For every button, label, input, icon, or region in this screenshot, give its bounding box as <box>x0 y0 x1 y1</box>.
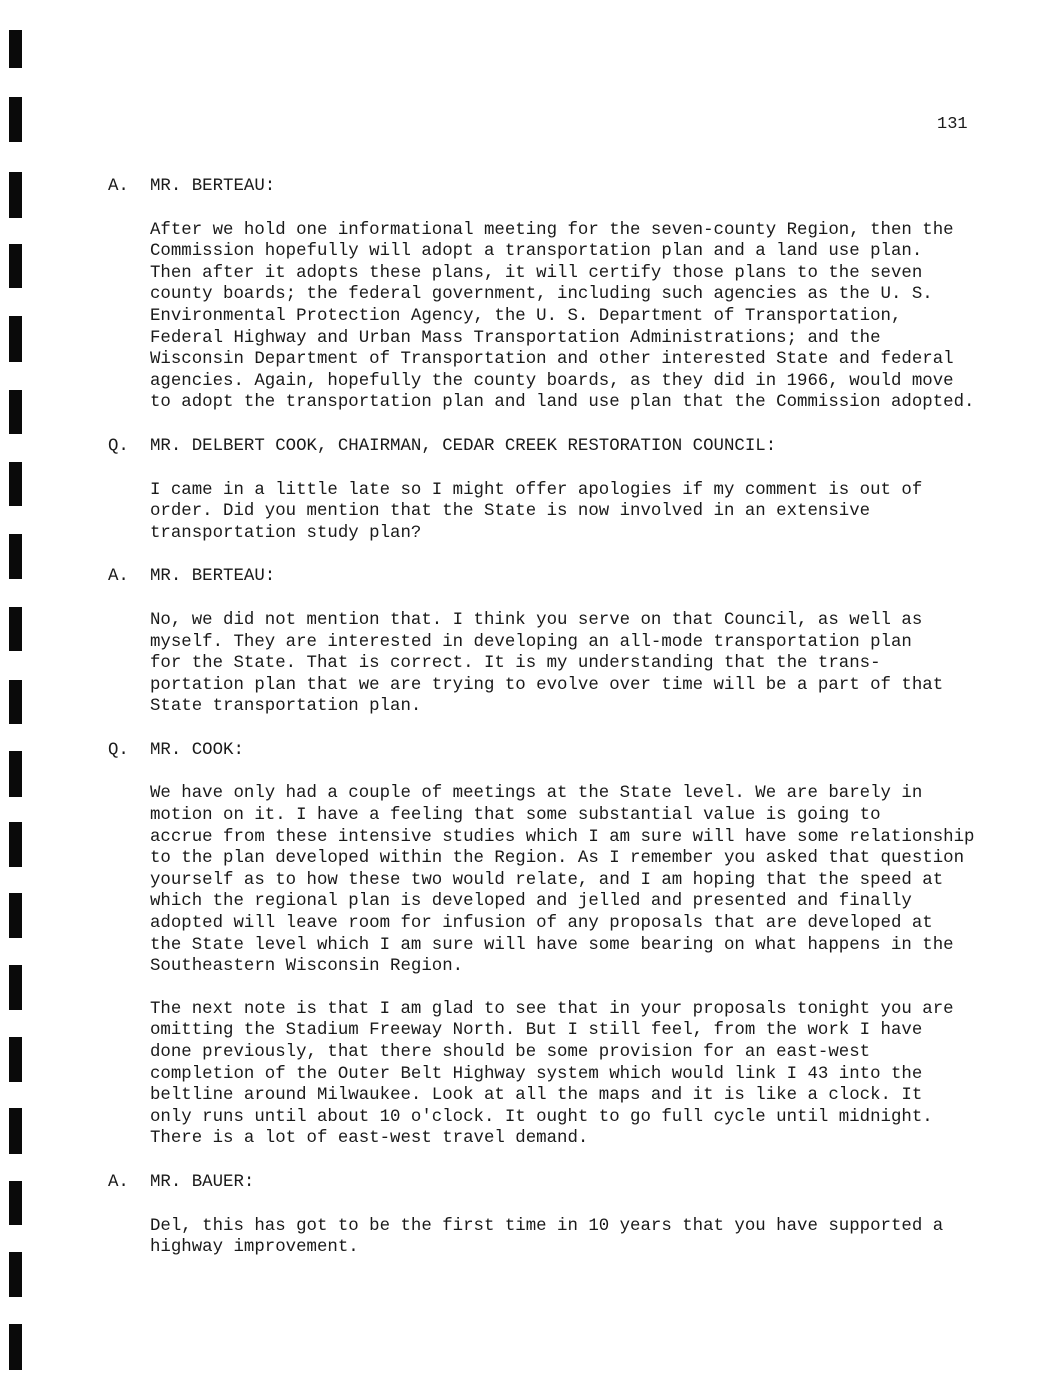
binder-marks <box>0 0 30 1380</box>
binder-mark <box>9 751 22 797</box>
binder-mark <box>9 1324 22 1370</box>
statement-paragraph: We have only had a couple of meetings at the State level. We are barely in motion on it. I have a feeling that some substantial value is going to accrue from these intensive studies which I am sure will have some relationship to the plan developed within the Region. As I remember you asked that question yourself as to how these two would relate, and I am hoping that the speed at which the regional plan is developed and jelled and presented and finally adopted will leave room for infusion of any proposals that are developed at the State level which I am sure will have some bearing on what happens in the Southeastern Wisconsin Region. <box>150 784 975 977</box>
binder-mark <box>9 172 22 218</box>
speaker-name: MR. DELBERT COOK, CHAIRMAN, CEDAR CREEK RESTORATION COUNCIL: <box>150 436 777 456</box>
speaker-line <box>108 436 1008 458</box>
statement-paragraph: I came in a little late so I might offer apologies if my comment is out of order. Did you mention that the State is now involved in an extensive transportation study plan? <box>150 480 923 543</box>
binder-mark <box>9 680 22 724</box>
binder-mark <box>9 607 22 651</box>
statement-paragraph: The next note is that I am glad to see that in your proposals tonight you are omitting the Stadium Freeway North. But I still feel, from the work I have done previously, that there should be some provision for an east-west completion of the Outer Belt Highway system which would link I 43 into the beltline around Milwaukee. Look at all the maps and it is like a clock. It only runs until about 10 o'clock. It ought to go full cycle until midnight. There is a lot of east-west travel demand. <box>150 999 954 1149</box>
binder-mark <box>9 822 22 867</box>
binder-mark <box>9 1108 22 1154</box>
transcript-entry <box>108 740 1008 1150</box>
binder-mark <box>9 965 22 1010</box>
speaker-line <box>108 740 1008 762</box>
transcript-entry <box>108 176 1008 414</box>
transcript-entry <box>108 1172 1008 1259</box>
binder-mark <box>9 462 22 506</box>
answer-marker: A. <box>108 567 129 587</box>
speaker-name: MR. BERTEAU: <box>150 567 276 587</box>
statement-paragraph: Del, this has got to be the first time in 10 years that you have supported a highway improvement. <box>150 1216 944 1258</box>
binder-mark <box>9 893 22 938</box>
page-number: 131 <box>937 115 968 134</box>
question-marker: Q. <box>108 436 129 456</box>
binder-mark <box>9 390 22 434</box>
binder-mark <box>9 1252 22 1297</box>
binder-mark <box>9 244 22 288</box>
statement-paragraph: After we hold one informational meeting for the seven-county Region, then the Commission hopefully will adopt a transportation plan and a land use plan. Then after it adopts these plans, it will certify those plans to the seven county boards; the federal government, including such agencies as the U. S. Environmental Protection Agency, the U. S. Department of Transportation, Federal Highway and Urban Mass Transportation Administrations; and the Wisconsin Department of Transportation and other interested State and federal agencies. Again, hopefully the county boards, as they did in 1966, would move to adopt the transportation plan and land use plan that the Commission adopted. <box>150 220 975 413</box>
statement-paragraph: No, we did not mention that. I think you serve on that Council, as well as myself. They are interested in developing an all-mode transportation plan for the State. That is correct. It is my understanding that the trans- portation plan that we are trying to evolve over time will be a part of that State transportation plan. <box>150 610 944 717</box>
speaker-name: MR. COOK: <box>150 740 244 760</box>
speaker-name: MR. BERTEAU: <box>150 177 276 196</box>
question-marker: Q. <box>108 740 129 760</box>
binder-mark <box>9 97 22 142</box>
answer-marker: A. <box>108 1172 129 1192</box>
speaker-line <box>108 176 1008 198</box>
speaker-line <box>108 566 1008 588</box>
speaker-name: MR. BAUER: <box>150 1172 255 1192</box>
speaker-line <box>108 1172 1008 1194</box>
transcript <box>108 176 1008 1259</box>
binder-mark <box>9 534 22 579</box>
transcript-entry <box>108 436 1008 544</box>
transcript-entry <box>108 566 1008 718</box>
binder-mark <box>9 316 22 362</box>
binder-mark <box>9 1181 22 1225</box>
answer-marker: A. <box>108 177 129 196</box>
binder-mark <box>9 1037 22 1082</box>
binder-mark <box>9 30 22 68</box>
